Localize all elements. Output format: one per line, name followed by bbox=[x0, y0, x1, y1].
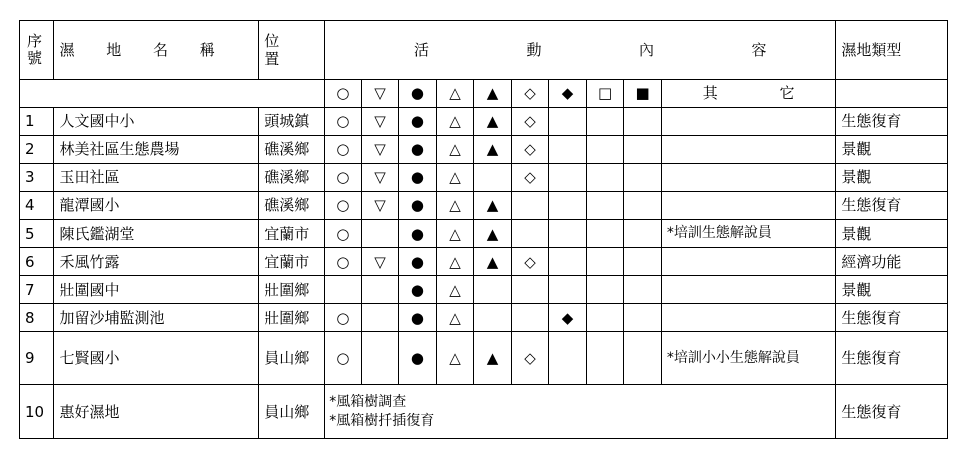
row-type: 景觀 bbox=[836, 135, 948, 163]
header-activity-char: 活 bbox=[413, 40, 429, 59]
activity-mark: ▽ bbox=[361, 107, 399, 135]
activity-mark bbox=[549, 191, 587, 219]
activity-mark bbox=[624, 276, 662, 304]
activity-mark: ◇ bbox=[511, 135, 549, 163]
activity-mark: ◆ bbox=[549, 304, 587, 332]
legend-symbol: ■ bbox=[624, 79, 662, 107]
activity-mark bbox=[624, 107, 662, 135]
activity-mark bbox=[586, 163, 624, 191]
header-name: 濕 地 名 稱 bbox=[54, 21, 259, 80]
activity-mark bbox=[549, 163, 587, 191]
activity-mark: △ bbox=[436, 220, 474, 248]
row-other-note bbox=[661, 304, 836, 332]
activity-mark bbox=[624, 332, 662, 385]
row-type: 生態復育 bbox=[836, 332, 948, 385]
row-name: 人文國中小 bbox=[54, 107, 259, 135]
activity-mark: ● bbox=[399, 163, 437, 191]
activity-mark: ▲ bbox=[474, 135, 512, 163]
legend-blank bbox=[20, 79, 325, 107]
row-name: 七賢國小 bbox=[54, 332, 259, 385]
row-type: 生態復育 bbox=[836, 385, 948, 439]
activity-mark bbox=[511, 276, 549, 304]
table-row bbox=[20, 135, 948, 163]
activity-mark: ● bbox=[399, 107, 437, 135]
legend-symbol: ● bbox=[399, 79, 437, 107]
activity-mark: △ bbox=[436, 191, 474, 219]
row-no: 7 bbox=[20, 276, 54, 304]
row-name: 禾風竹露 bbox=[54, 248, 259, 276]
table-row bbox=[20, 248, 948, 276]
row-no: 2 bbox=[20, 135, 54, 163]
activity-mark: ◇ bbox=[511, 107, 549, 135]
row-type: 景觀 bbox=[836, 276, 948, 304]
activity-mark bbox=[549, 107, 587, 135]
legend-other-char: 其 bbox=[702, 84, 718, 103]
header-activity-char: 動 bbox=[526, 40, 542, 59]
activity-mark bbox=[474, 163, 512, 191]
activity-mark: ● bbox=[399, 220, 437, 248]
activity-mark: ● bbox=[399, 276, 437, 304]
row-name: 惠好濕地 bbox=[54, 385, 259, 439]
activity-mark: ○ bbox=[325, 248, 362, 276]
activity-mark bbox=[586, 191, 624, 219]
activity-mark: ● bbox=[399, 135, 437, 163]
activity-mark bbox=[511, 304, 549, 332]
activity-mark bbox=[624, 135, 662, 163]
note-line: *風箱樹扦插復育 bbox=[329, 412, 435, 429]
legend-type-blank bbox=[836, 79, 948, 107]
activity-mark bbox=[474, 304, 512, 332]
activity-mark bbox=[586, 304, 624, 332]
activity-mark: ● bbox=[399, 191, 437, 219]
row-location: 壯圍鄉 bbox=[259, 276, 325, 304]
activity-mark: ○ bbox=[325, 163, 362, 191]
activity-mark: ▲ bbox=[474, 248, 512, 276]
table-row bbox=[20, 220, 948, 248]
row-other-note bbox=[661, 107, 836, 135]
header-type: 濕地類型 bbox=[836, 21, 948, 80]
row-name: 龍潭國小 bbox=[54, 191, 259, 219]
table-row bbox=[20, 191, 948, 219]
header-location: 位 置 bbox=[259, 21, 325, 80]
legend-other bbox=[661, 79, 836, 107]
activity-mark bbox=[586, 248, 624, 276]
row-other-note bbox=[661, 135, 836, 163]
row-type: 景觀 bbox=[836, 220, 948, 248]
activity-mark bbox=[586, 107, 624, 135]
activity-mark: ▽ bbox=[361, 163, 399, 191]
row-location: 礁溪鄉 bbox=[259, 191, 325, 219]
row-other-note bbox=[661, 248, 836, 276]
activity-mark bbox=[586, 135, 624, 163]
activity-mark: ○ bbox=[325, 220, 362, 248]
row-location: 員山鄉 bbox=[259, 385, 325, 439]
activity-mark bbox=[586, 220, 624, 248]
activity-mark: △ bbox=[436, 276, 474, 304]
activity-mark: ● bbox=[399, 332, 437, 385]
wetland-activity-table bbox=[19, 20, 948, 439]
activity-mark: △ bbox=[436, 332, 474, 385]
activity-mark: △ bbox=[436, 248, 474, 276]
row-location: 宜蘭市 bbox=[259, 220, 325, 248]
activity-mark: ● bbox=[399, 304, 437, 332]
row-name: 陳氏鑑湖堂 bbox=[54, 220, 259, 248]
row-no: 4 bbox=[20, 191, 54, 219]
legend-symbol: □ bbox=[586, 79, 624, 107]
row-other-note bbox=[661, 276, 836, 304]
row-no: 9 bbox=[20, 332, 54, 385]
activity-mark: ○ bbox=[325, 135, 362, 163]
row-name: 加留沙埔監測池 bbox=[54, 304, 259, 332]
activity-mark bbox=[586, 276, 624, 304]
row-location: 宜蘭市 bbox=[259, 248, 325, 276]
table-row bbox=[20, 332, 948, 385]
legend-symbol: ◆ bbox=[549, 79, 587, 107]
activity-mark bbox=[474, 276, 512, 304]
row-type: 生態復育 bbox=[836, 304, 948, 332]
row-other-note: *培訓生態解說員 bbox=[661, 220, 836, 248]
row-other-note: *培訓小小生態解說員 bbox=[661, 332, 836, 385]
header-activity-char: 容 bbox=[751, 40, 767, 59]
legend-symbol: △ bbox=[436, 79, 474, 107]
activity-mark bbox=[361, 276, 399, 304]
activity-mark bbox=[325, 276, 362, 304]
legend-symbol: ◇ bbox=[511, 79, 549, 107]
table-row bbox=[20, 107, 948, 135]
row-location: 員山鄉 bbox=[259, 332, 325, 385]
activity-mark bbox=[624, 191, 662, 219]
activity-mark: △ bbox=[436, 107, 474, 135]
row-type: 生態復育 bbox=[836, 107, 948, 135]
activity-mark: ▽ bbox=[361, 191, 399, 219]
row-type: 景觀 bbox=[836, 163, 948, 191]
activity-mark bbox=[511, 220, 549, 248]
legend-symbol: ○ bbox=[325, 79, 362, 107]
activity-mark: ▲ bbox=[474, 220, 512, 248]
activity-mark: ◇ bbox=[511, 332, 549, 385]
row-type: 經濟功能 bbox=[836, 248, 948, 276]
legend-symbol: ▽ bbox=[361, 79, 399, 107]
header-no: 序號 bbox=[20, 21, 54, 80]
activity-mark: ◇ bbox=[511, 163, 549, 191]
table-row bbox=[20, 304, 948, 332]
legend-symbol: ▲ bbox=[474, 79, 512, 107]
activity-mark bbox=[549, 248, 587, 276]
activity-mark: ● bbox=[399, 248, 437, 276]
activity-mark: ○ bbox=[325, 304, 362, 332]
activity-mark bbox=[549, 220, 587, 248]
row-no: 10 bbox=[20, 385, 54, 439]
activity-mark bbox=[586, 332, 624, 385]
row-other-note bbox=[661, 163, 836, 191]
row-other-note bbox=[661, 191, 836, 219]
activity-mark: △ bbox=[436, 163, 474, 191]
table-row bbox=[20, 385, 948, 439]
activity-mark: ◇ bbox=[511, 248, 549, 276]
activity-mark bbox=[624, 220, 662, 248]
row-no: 1 bbox=[20, 107, 54, 135]
row-name: 林美社區生態農場 bbox=[54, 135, 259, 163]
symbol-legend-row bbox=[20, 79, 948, 107]
activity-mark bbox=[511, 191, 549, 219]
row-location: 壯圍鄉 bbox=[259, 304, 325, 332]
activity-mark bbox=[549, 135, 587, 163]
activity-mark: ○ bbox=[325, 107, 362, 135]
activity-mark: △ bbox=[436, 304, 474, 332]
legend-other-char: 它 bbox=[779, 84, 795, 103]
activity-mark bbox=[624, 163, 662, 191]
row-location: 礁溪鄉 bbox=[259, 163, 325, 191]
activity-mark bbox=[624, 248, 662, 276]
row-location: 頭城鎮 bbox=[259, 107, 325, 135]
row-location: 礁溪鄉 bbox=[259, 135, 325, 163]
row-no: 6 bbox=[20, 248, 54, 276]
row-notes bbox=[325, 385, 836, 439]
row-no: 3 bbox=[20, 163, 54, 191]
activity-mark bbox=[361, 304, 399, 332]
table-row bbox=[20, 276, 948, 304]
activity-mark: ○ bbox=[325, 191, 362, 219]
row-no: 5 bbox=[20, 220, 54, 248]
activity-mark bbox=[549, 332, 587, 385]
row-name: 玉田社區 bbox=[54, 163, 259, 191]
note-line: *風箱樹調查 bbox=[329, 393, 407, 410]
activity-mark: ▽ bbox=[361, 135, 399, 163]
activity-mark: ○ bbox=[325, 332, 362, 385]
header-activity bbox=[325, 21, 836, 80]
activity-mark bbox=[624, 304, 662, 332]
activity-mark: ▲ bbox=[474, 332, 512, 385]
row-type: 生態復育 bbox=[836, 191, 948, 219]
activity-mark: ▽ bbox=[361, 248, 399, 276]
activity-mark: ▲ bbox=[474, 107, 512, 135]
activity-mark bbox=[361, 220, 399, 248]
table-row bbox=[20, 163, 948, 191]
activity-mark: △ bbox=[436, 135, 474, 163]
row-no: 8 bbox=[20, 304, 54, 332]
header-activity-char: 內 bbox=[639, 40, 655, 59]
header-row bbox=[20, 21, 948, 80]
activity-mark bbox=[361, 332, 399, 385]
row-name: 壯圍國中 bbox=[54, 276, 259, 304]
activity-mark bbox=[549, 276, 587, 304]
activity-mark: ▲ bbox=[474, 191, 512, 219]
